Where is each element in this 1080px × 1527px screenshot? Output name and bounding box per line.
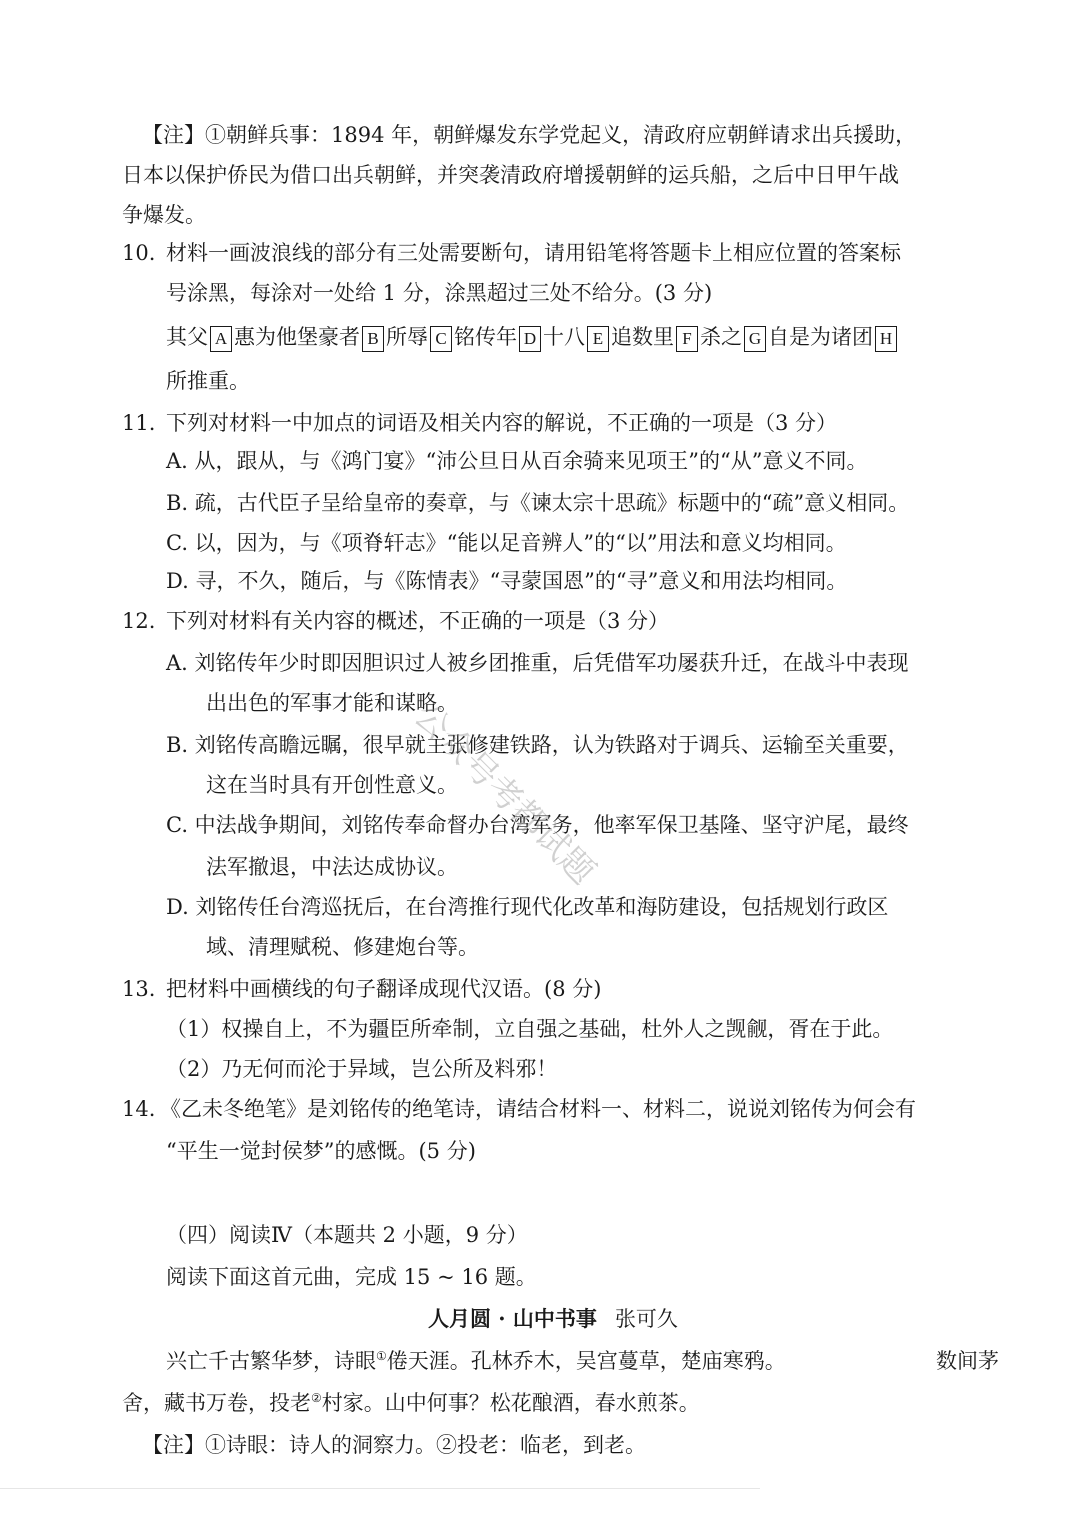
segment: 杀之: [700, 325, 742, 349]
note1-line2: 日本以保护侨民为借口出兵朝鲜，并突袭清政府增援朝鲜的运兵船，之后中日甲午战: [122, 163, 899, 187]
poem-line-1-end: 数间茅: [936, 1349, 999, 1373]
poem-heading: [428, 1304, 678, 1334]
q12-option-c-line2: 法军撤退，中法达成协议。: [206, 855, 458, 879]
q12-option-a-line1: A. 刘铭传年少时即因胆识过人被乡团推重，后凭借军功屡获升迁，在战斗中表现: [166, 651, 909, 675]
segment: 追数里: [611, 325, 674, 349]
note1-line3: 争爆发。: [122, 203, 206, 227]
q12-option-c-line1: C. 中法战争期间，刘铭传奉命督办台湾军务，他率军保卫基隆、坚守沪尾，最终: [166, 813, 909, 837]
poem-author: 张可久: [614, 1307, 678, 1331]
q14-number: 14.: [122, 1097, 156, 1121]
segment: 自是为诸团: [768, 325, 873, 349]
q12-option-b-line1: B. 刘铭传高瞻远瞩，很早就主张修建铁路，认为铁路对于调兵、运输至关重要，: [166, 733, 909, 757]
q12-option-d-line1: D. 刘铭传任台湾巡抚后，在台湾推行现代化改革和海防建设，包括规划行政区: [166, 895, 889, 919]
q11-option-c: C. 以，因为，与《项脊轩志》“能以足音辨人”的“以”用法和意义均相同。: [166, 531, 847, 555]
q10-line1: 材料一画波浪线的部分有三处需要断句，请用铅笔将答题卡上相应位置的答案标: [166, 241, 901, 265]
q10-sentence-boxes: [166, 322, 899, 352]
answer-box-a[interactable]: A: [210, 326, 232, 352]
segment: 惠为他堡豪者: [234, 325, 360, 349]
poem-note: 【注】①诗眼：诗人的洞察力。②投老：临老，到老。: [142, 1433, 646, 1457]
segment: 十八: [543, 325, 585, 349]
poem-text: 倦天涯。孔林乔木，吴宫蔓草，楚庙寒鸦。: [386, 1349, 786, 1373]
answer-box-b[interactable]: B: [362, 326, 384, 352]
q12-option-d-line2: 域、清理赋税、修建炮台等。: [206, 935, 479, 959]
poem-text: 村家。山中何事？松花酿酒，春水煎茶。: [321, 1391, 700, 1415]
segment: 铭传年: [454, 325, 517, 349]
poem-title: 人月圆 · 山中书事: [428, 1306, 597, 1331]
q11-option-a: A. 从，跟从，与《鸿门宴》“沛公旦日从百余骑来见项王”的“从”意义不同。: [166, 449, 868, 473]
answer-box-f[interactable]: F: [676, 326, 698, 352]
q10-number: 10.: [122, 241, 156, 265]
answer-box-e[interactable]: E: [587, 326, 609, 352]
q14-line2: “平生一觉封侯梦”的感慨。(5 分): [166, 1139, 476, 1163]
q12-option-b-line2: 这在当时具有开创性意义。: [206, 773, 458, 797]
section4-heading: （四）阅读Ⅳ（本题共 2 小题，9 分）: [166, 1223, 528, 1247]
q11-number: 11.: [122, 411, 156, 435]
q10-line2: 号涂黑，每涂对一处给 1 分，涂黑超过三处不给分。(3 分): [166, 281, 713, 305]
q13-sentence-1: （1）权操自上，不为疆臣所牵制，立自强之基础，杜外人之觊觎，胥在于此。: [166, 1017, 894, 1041]
q11-option-d: D. 寻，不久，随后，与《陈情表》“寻蒙国恩”的“寻”意义和用法均相同。: [166, 569, 848, 593]
q14-line1: 《乙未冬绝笔》是刘铭传的绝笔诗，请结合材料一、材料二，说说刘铭传为何会有: [160, 1097, 916, 1121]
answer-box-d[interactable]: D: [519, 326, 541, 352]
q12-number: 12.: [122, 609, 156, 633]
poem-text: 兴亡千古繁华梦，诗眼: [166, 1349, 376, 1373]
answer-box-h[interactable]: H: [875, 326, 897, 352]
q13-stem: 把材料中画横线的句子翻译成现代汉语。(8 分): [166, 977, 602, 1001]
q12-option-a-line2: 出出色的军事才能和谋略。: [206, 691, 458, 715]
q11-stem: 下列对材料一中加点的词语及相关内容的解说，不正确的一项是（3 分）: [166, 411, 838, 435]
q10-segment-end: 所推重。: [166, 369, 250, 393]
q13-sentence-2: （2）乃无何而沦于异域，岂公所及料邪！: [166, 1057, 558, 1081]
q13-number: 13.: [122, 977, 156, 1001]
section4-instruction: 阅读下面这首元曲，完成 15 ~ 16 题。: [166, 1265, 537, 1289]
poem-line-1: [166, 1346, 786, 1376]
watermark: 公众号考都试题: [406, 695, 603, 893]
footnote-marker: ①: [376, 1349, 387, 1363]
footnote-marker: ②: [311, 1391, 322, 1405]
answer-box-g[interactable]: G: [744, 326, 766, 352]
poem-line-2: [122, 1388, 700, 1418]
segment: 所辱: [386, 325, 428, 349]
note1-line1: 【注】①朝鲜兵事：1894 年，朝鲜爆发东学党起义，清政府应朝鲜请求出兵援助，: [142, 123, 917, 147]
q11-option-b: B. 疏，古代臣子呈给皇帝的奏章，与《谏太宗十思疏》标题中的“疏”意义相同。: [166, 491, 910, 515]
segment: 其父: [166, 325, 208, 349]
page-divider: [0, 1488, 760, 1489]
answer-box-c[interactable]: C: [430, 326, 452, 352]
q12-stem: 下列对材料有关内容的概述，不正确的一项是（3 分）: [166, 609, 670, 633]
poem-text: 舍，藏书万卷，投老: [122, 1391, 311, 1415]
